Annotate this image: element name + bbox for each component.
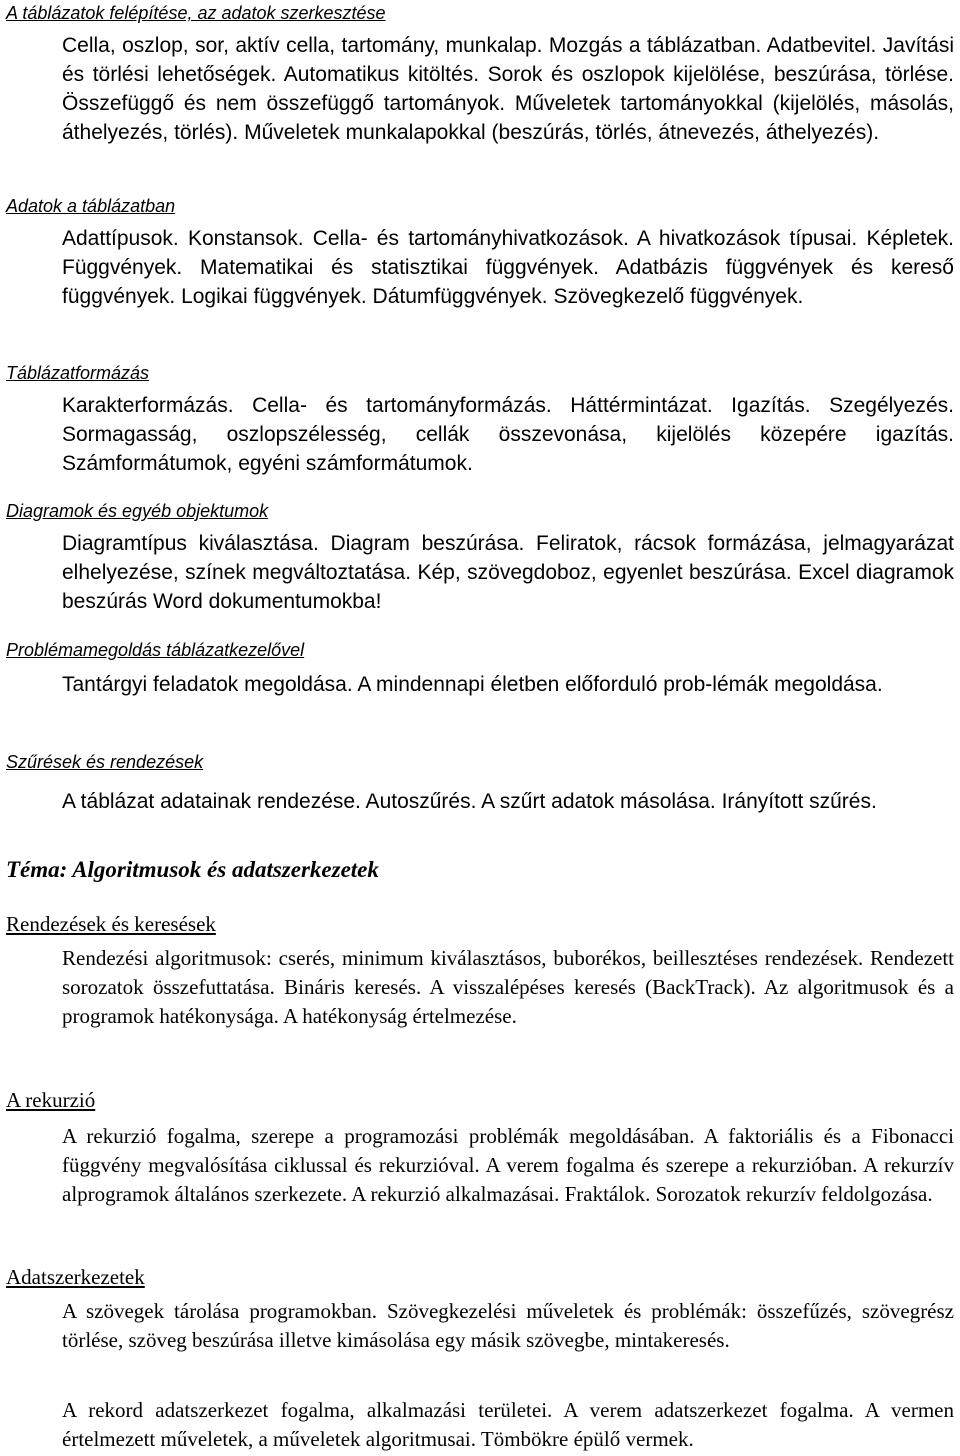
section-heading-data-in-table: Adatok a táblázatban <box>6 196 176 216</box>
section-heading-filtering-sorting: Szűrések és rendezések <box>6 752 204 772</box>
section-heading-charts: Diagramok és egyéb objektumok <box>6 501 269 521</box>
section-heading-table-structure: A táblázatok felépítése, az adatok szerkesztése <box>6 3 386 23</box>
section-text-data-structures-1: A szövegek tárolása programokban. Szövegkezelési műveletek és problémák: összefűzés, szövegrész törlése, szöveg beszúrása illetve kimásolása egy másik szövegbe, mintakeresés. <box>62 1299 954 1352</box>
section-text-charts: Diagramtípus kiválasztása. Diagram beszúrása. Feliratok, rácsok formázása, jelmagyarázat elhelyezése, színek megváltoztatása. Kép, szövegdoboz, egyenlet beszúrása. Excel diagramok beszúrás Word dokumentumokba! <box>62 532 954 613</box>
section-text-recursion: A rekurzió fogalma, szerepe a programozási problémák megoldásában. A faktoriális és a Fibonacci függvény megvalósítása ciklussal és rekurzióval. A verem fogalma és szerepe a rekurzióban. A rekurzív alprogramok általános szerkezete. A rekurzió alkalmazásai. Fraktálok. Sorozatok rekurzív feldolgozása. <box>62 1124 954 1206</box>
section-heading-table-formatting: Táblázatformázás <box>6 363 150 383</box>
section-text-data-structures-2: A rekord adatszerkezet fogalma, alkalmazási területei. A verem adatszerkezet fogalma. A vermen értelmezett műveletek, a műveletek algoritmusai. Tömbökre épülő vermek. <box>62 1398 954 1451</box>
section-heading-recursion: A rekurzió <box>6 1088 96 1112</box>
section-heading-problem-solving: Problémamegoldás táblázatkezelővel <box>6 640 305 660</box>
section-heading-data-structures: Adatszerkezetek <box>6 1265 145 1289</box>
section-text-problem-solving: Tantárgyi feladatok megoldása. A mindennapi életben előforduló prob-lémák megoldása. <box>62 673 883 696</box>
section-text-data-in-table: Adattípusok. Konstansok. Cella- és tartományhivatkozások. A hivatkozások típusai. Képletek. Függvények. Matematikai és statisztikai függvények. Adatbázis függvények és kereső függvények. Logikai függvények. Dátumfüggvények. Szövegkezelő függvények. <box>62 227 954 308</box>
topic-title: Téma: Algoritmusok és adatszerkezetek <box>6 857 379 882</box>
section-heading-sorting-searching: Rendezések és keresések <box>6 912 216 936</box>
section-text-table-structure: Cella, oszlop, sor, aktív cella, tartomány, munkalap. Mozgás a táblázatban. Adatbevitel. Javítási és törlési lehetőségek. Automatikus kitöltés. Sorok és oszlopok kijelölése, beszúrása, törlése. Összefüggő és nem összefüggő tartományok. Műveletek tartományokkal (kijelölés, másolás, áthelyezés, törlés). Műveletek munkalapokkal (beszúrás, törlés, átnevezés, áthelyezés). <box>62 34 954 144</box>
section-text-sorting-searching: Rendezési algoritmusok: cserés, minimum kiválasztásos, buborékos, beillesztéses rendezések. Rendezett sorozatok összefuttatása. Bináris keresés. A visszalépéses keresés (BackTrack). Az algoritmusok és a programok hatékonysága. A hatékonyság értelmezése. <box>62 946 954 1028</box>
section-text-filtering-sorting: A táblázat adatainak rendezése. Autoszűrés. A szűrt adatok másolása. Irányított szűrés. <box>62 790 877 813</box>
section-text-table-formatting: Karakterformázás. Cella- és tartományformázás. Háttérmintázat. Igazítás. Szegélyezés. Sormagasság, oszlopszélesség, cellák összevonása, kijelölés közepére igazítás. Számformátumok, egyéni számformátumok. <box>62 394 954 475</box>
